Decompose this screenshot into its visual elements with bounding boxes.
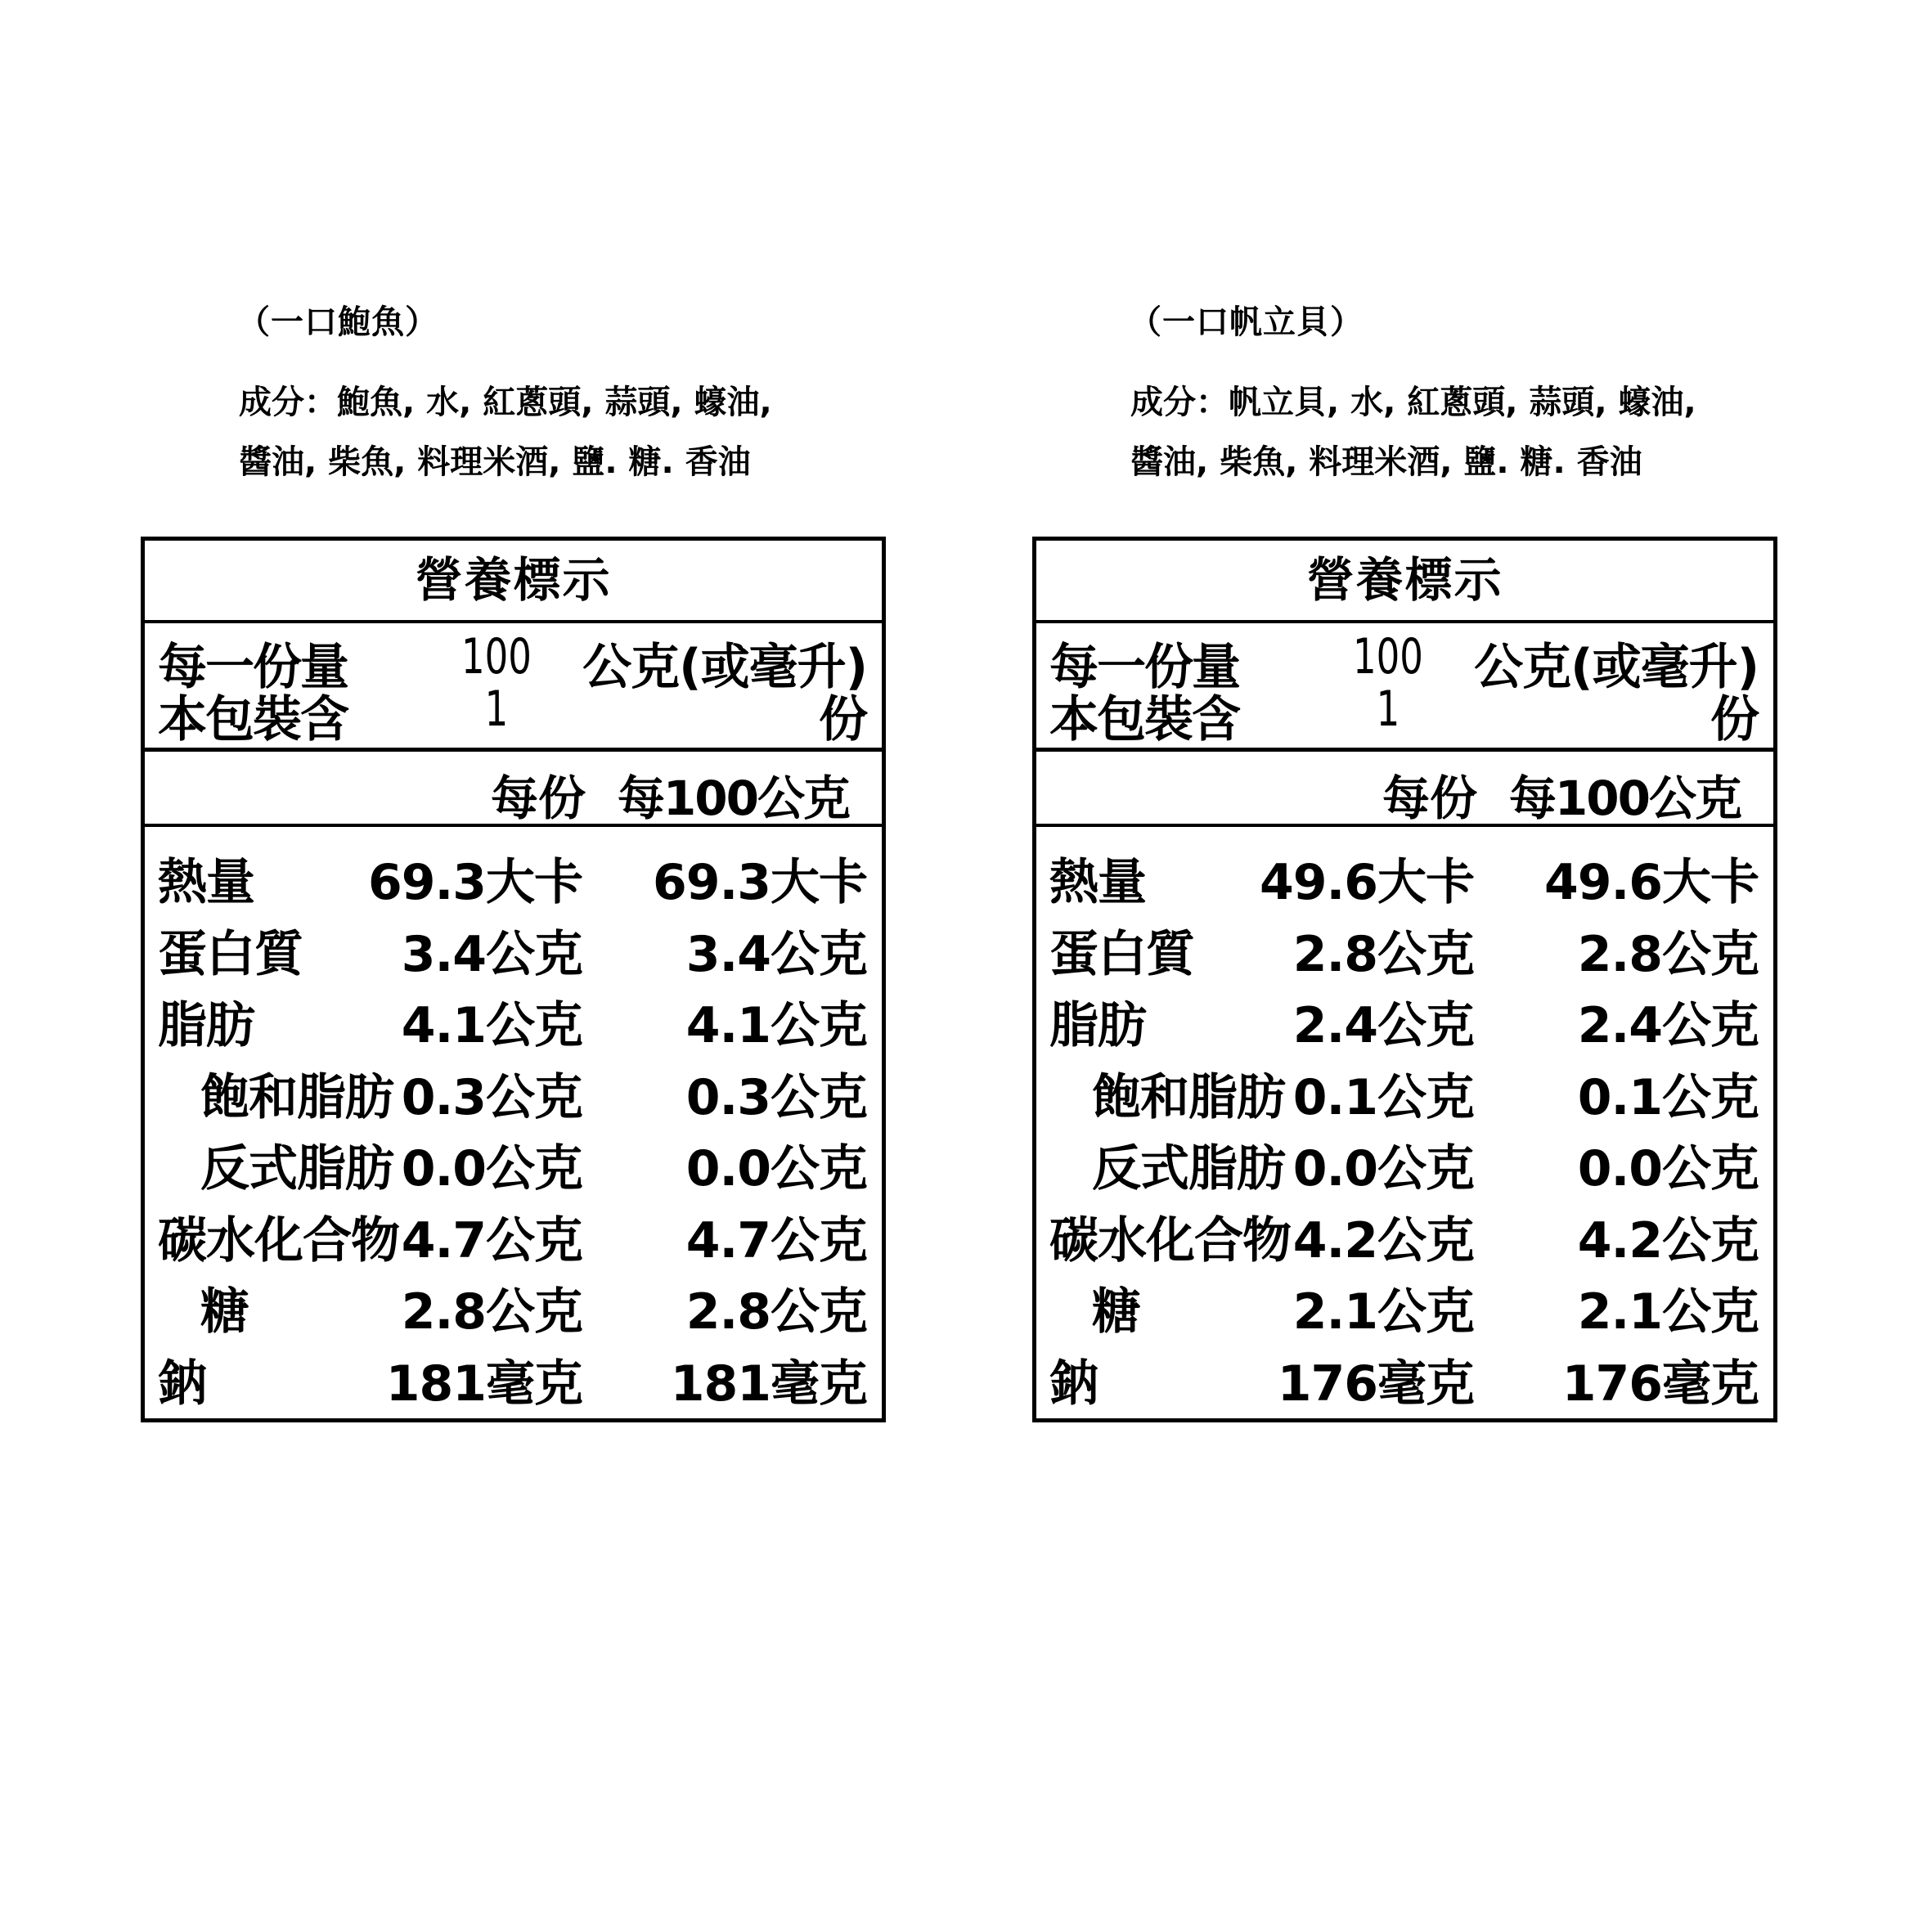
- serving-info: [145, 623, 882, 752]
- product-title: （一口鮑魚）: [237, 303, 438, 341]
- nutrient-row: [1036, 986, 1773, 1058]
- nutrient-per-serving: 49.6大卡: [1259, 854, 1474, 911]
- nutrient-name: 熱量: [1049, 854, 1146, 911]
- servings-per-package-value: 1: [1376, 681, 1400, 738]
- nutrient-per-serving: 181毫克: [385, 1355, 582, 1413]
- nutrient-name: 碳水化合物: [1049, 1211, 1291, 1269]
- nutrition-table: [1032, 537, 1777, 1422]
- nutrient-row: [145, 1058, 882, 1130]
- nutrient-per-100g: 2.8公克: [1577, 925, 1759, 983]
- nutrient-per-serving: 0.0公克: [401, 1140, 582, 1197]
- ingredients-line-1: 成分：帆立貝, 水, 紅蔥頭, 蒜頭, 蠔油,: [1130, 384, 1696, 421]
- nutrient-per-serving: 4.7公克: [401, 1211, 582, 1269]
- nutrient-per-serving: 3.4公克: [401, 925, 582, 983]
- column-headers: [1036, 752, 1773, 827]
- servings-per-package-value: 1: [484, 681, 509, 738]
- nutrient-per-100g: 0.0公克: [685, 1140, 867, 1197]
- servings-per-package-row: [1036, 681, 1773, 748]
- nutrient-per-100g: 0.0公克: [1577, 1140, 1759, 1197]
- nutrient-row: [1036, 1130, 1773, 1202]
- nutrient-per-100g: 0.3公克: [685, 1068, 867, 1126]
- nutrition-table-title: 營養標示: [145, 541, 882, 623]
- nutrient-per-serving: 0.3公克: [401, 1068, 582, 1126]
- nutrient-per-serving: 2.8公克: [401, 1283, 582, 1341]
- nutrient-per-100g: 176毫克: [1561, 1355, 1759, 1413]
- serving-size-unit: 公克(或毫升): [1474, 639, 1759, 696]
- nutrient-per-100g: 3.4公克: [685, 925, 867, 983]
- nutrient-per-serving: 69.3大卡: [367, 854, 582, 911]
- nutrient-name: 糖: [200, 1283, 249, 1341]
- nutrient-per-100g: 4.2公克: [1577, 1211, 1759, 1269]
- nutrient-per-serving: 176毫克: [1277, 1355, 1474, 1413]
- nutrient-row: [1036, 915, 1773, 987]
- column-per-serving: 每份: [1382, 771, 1477, 826]
- serving-info: [1036, 623, 1773, 752]
- nutrient-per-100g: 2.1公克: [1577, 1283, 1759, 1341]
- nutrient-row: [145, 986, 882, 1058]
- nutrition-table: [141, 537, 886, 1422]
- nutrient-row: [145, 1202, 882, 1274]
- nutrient-name: 飽和脂肪: [200, 1068, 393, 1126]
- nutrient-row: [145, 1130, 882, 1202]
- ingredients-line-2: 醬油, 柴魚, 料理米酒, 鹽. 糖. 香油: [1130, 443, 1642, 481]
- nutrient-per-serving: 2.8公克: [1292, 925, 1474, 983]
- nutrient-per-serving: 0.0公克: [1292, 1140, 1474, 1197]
- nutrient-name: 蛋白質: [158, 925, 303, 983]
- nutrient-name: 反式脂肪: [200, 1140, 393, 1197]
- serving-size-label: 每一份量: [158, 639, 348, 696]
- nutrient-row: [145, 915, 882, 987]
- nutrient-per-100g: 2.4公克: [1577, 997, 1759, 1054]
- product-title: （一口帆立貝）: [1129, 303, 1364, 341]
- nutrient-name: 熱量: [158, 854, 254, 911]
- nutrient-name: 飽和脂肪: [1092, 1068, 1285, 1126]
- nutrient-per-100g: 4.1公克: [685, 997, 867, 1054]
- nutrient-row: [145, 1345, 882, 1417]
- column-headers: [145, 752, 882, 827]
- serving-size-label: 每一份量: [1049, 639, 1239, 696]
- nutrient-name: 脂肪: [158, 997, 254, 1054]
- ingredients-line-1: 成分：鮑魚, 水, 紅蔥頭, 蒜頭, 蠔油,: [239, 384, 772, 421]
- nutrient-row: [1036, 843, 1773, 915]
- nutrient-per-100g: 4.7公克: [685, 1211, 867, 1269]
- ingredients-line-2: 醬油, 柴魚, 料理米酒, 鹽. 糖. 香油: [239, 443, 751, 481]
- servings-per-package-label: 本包裝含: [158, 691, 348, 748]
- column-per-100g: 每100公克: [617, 771, 849, 826]
- nutrient-row: [145, 843, 882, 915]
- nutrient-name: 脂肪: [1049, 997, 1146, 1054]
- nutrient-row: [1036, 1202, 1773, 1274]
- nutrient-per-serving: 2.1公克: [1292, 1283, 1474, 1341]
- servings-per-package-unit: 份: [1710, 691, 1759, 748]
- nutrient-row: [1036, 1345, 1773, 1417]
- servings-per-package-row: [145, 681, 882, 748]
- nutrition-table-title: 營養標示: [1036, 541, 1773, 623]
- nutrient-row: [145, 1273, 882, 1345]
- nutrient-per-100g: 49.6大卡: [1543, 854, 1759, 911]
- nutrient-per-serving: 2.4公克: [1292, 997, 1474, 1054]
- serving-size-unit: 公克(或毫升): [582, 639, 867, 696]
- nutrient-name: 糖: [1092, 1283, 1140, 1341]
- serving-size-value: 100: [1353, 628, 1423, 685]
- nutrient-per-100g: 2.8公克: [685, 1283, 867, 1341]
- nutrient-per-serving: 4.2公克: [1292, 1211, 1474, 1269]
- serving-size-row: [1036, 628, 1773, 696]
- nutrient-name: 鈉: [1049, 1355, 1098, 1413]
- column-per-100g: 每100公克: [1508, 771, 1741, 826]
- nutrient-row: [1036, 1058, 1773, 1130]
- serving-size-row: [145, 628, 882, 696]
- servings-per-package-label: 本包裝含: [1049, 691, 1239, 748]
- nutrient-per-100g: 69.3大卡: [652, 854, 867, 911]
- nutrient-row: [1036, 1273, 1773, 1345]
- servings-per-package-unit: 份: [819, 691, 867, 748]
- column-per-serving: 每份: [490, 771, 586, 826]
- nutrient-rows: [145, 843, 882, 1416]
- nutrient-per-serving: 0.1公克: [1292, 1068, 1474, 1126]
- nutrient-name: 碳水化合物: [158, 1211, 399, 1269]
- nutrient-name: 蛋白質: [1049, 925, 1194, 983]
- nutrient-rows: [1036, 843, 1773, 1416]
- nutrient-name: 反式脂肪: [1092, 1140, 1285, 1197]
- nutrient-per-100g: 0.1公克: [1577, 1068, 1759, 1126]
- serving-size-value: 100: [461, 628, 532, 685]
- nutrient-per-serving: 4.1公克: [401, 997, 582, 1054]
- nutrient-name: 鈉: [158, 1355, 206, 1413]
- nutrient-per-100g: 181毫克: [670, 1355, 867, 1413]
